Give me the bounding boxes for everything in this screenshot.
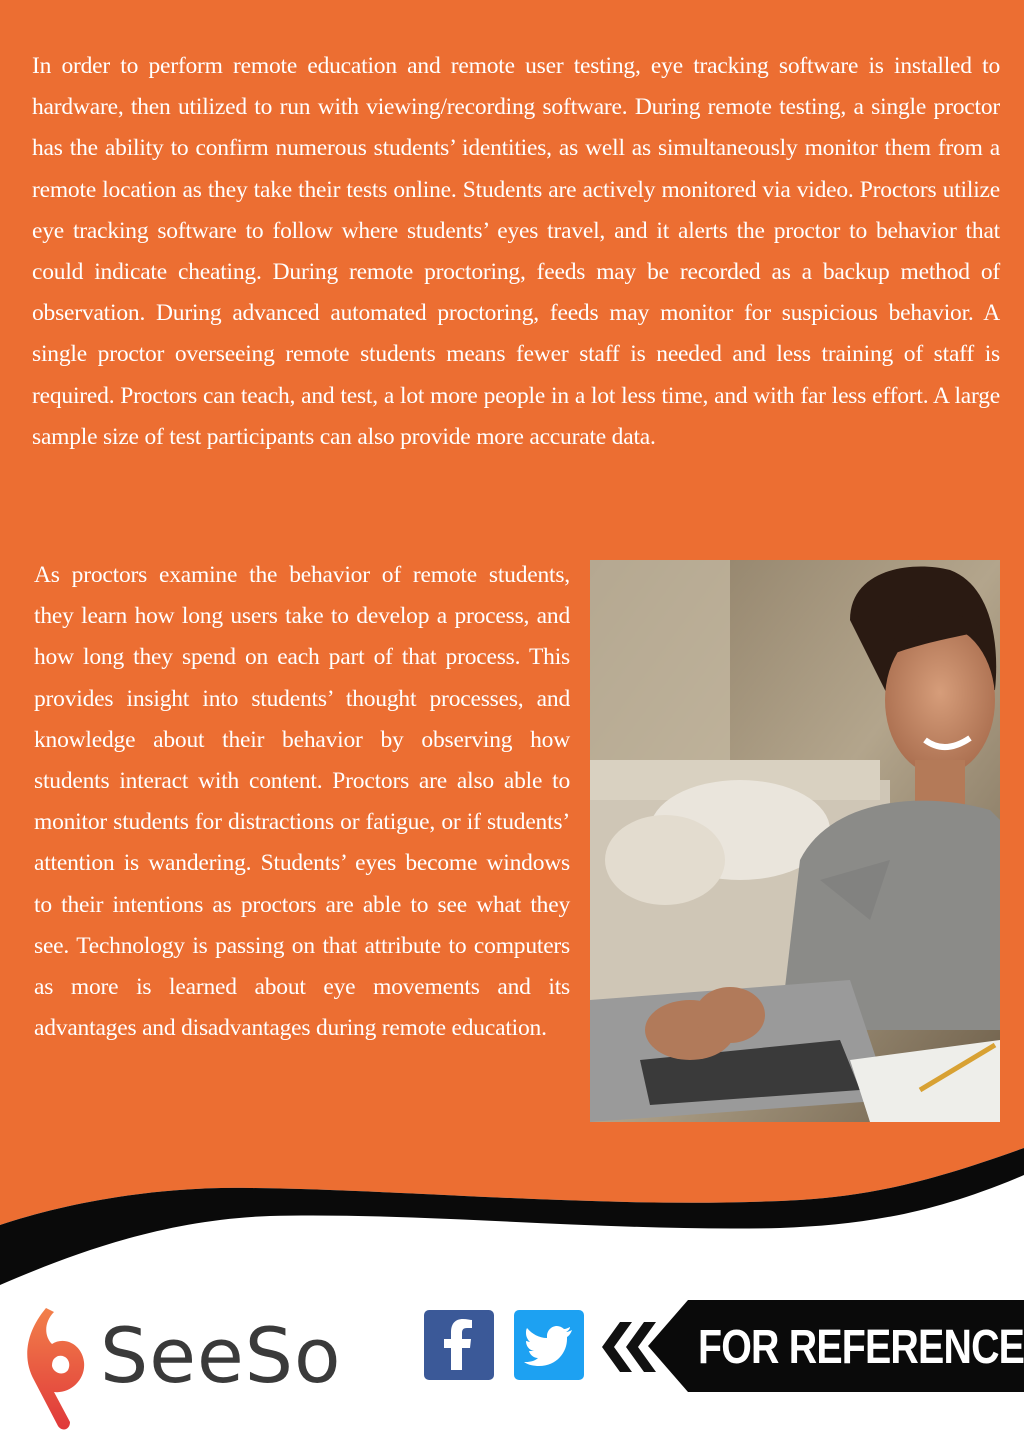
proctor-paragraph: As proctors examine the behavior of remote students, they learn how long users take to develop a process, and how long they spend on each part of that process. This provides insight into students’ thought processes, and knowledge about their behavior by observing how students interact with content. Proctors are also able to monitor students for distractions or fatigue, or if students’ attention is wandering. Students’ eyes become windows to their intentions as proctors are able to see what they see. Technology is passing on that attribute to computers as more is learned about eye movements and its advantages and disadvantages during remote education. — [34, 562, 570, 1042]
twitter-icon[interactable] — [514, 1310, 584, 1380]
logo-wordmark: SeeSo — [100, 1311, 342, 1400]
reference-label: FOR REFERENCE — [698, 1321, 1024, 1374]
facebook-icon[interactable] — [424, 1310, 494, 1380]
student-laptop-photo — [590, 560, 1000, 1122]
intro-paragraph: In order to perform remote education and remote user testing, eye tracking software is installed to hardware, then utilized to run with viewing/recording software. During remote testing, a single proctor has the ability to confirm numerous students’ identities, as well as simultaneously monitor them from a remote location as they take their tests online. Students are actively monitored via video. Proctors utilize eye tracking software to follow where students’ eyes travel, and it alerts the proctor to behavior that could indicate cheating. During remote proctoring, feeds may be recorded as a backup method of observation. During advanced automated proctoring, feeds may monitor for suspicious behavior. A single proctor overseeing remote students means fewer staff is needed and less training of staff is required. Proctors can teach, and test, a lot more people in a lot less time, and with far less effort. A large sample size of test participants can also provide more accurate data. — [32, 53, 1000, 450]
